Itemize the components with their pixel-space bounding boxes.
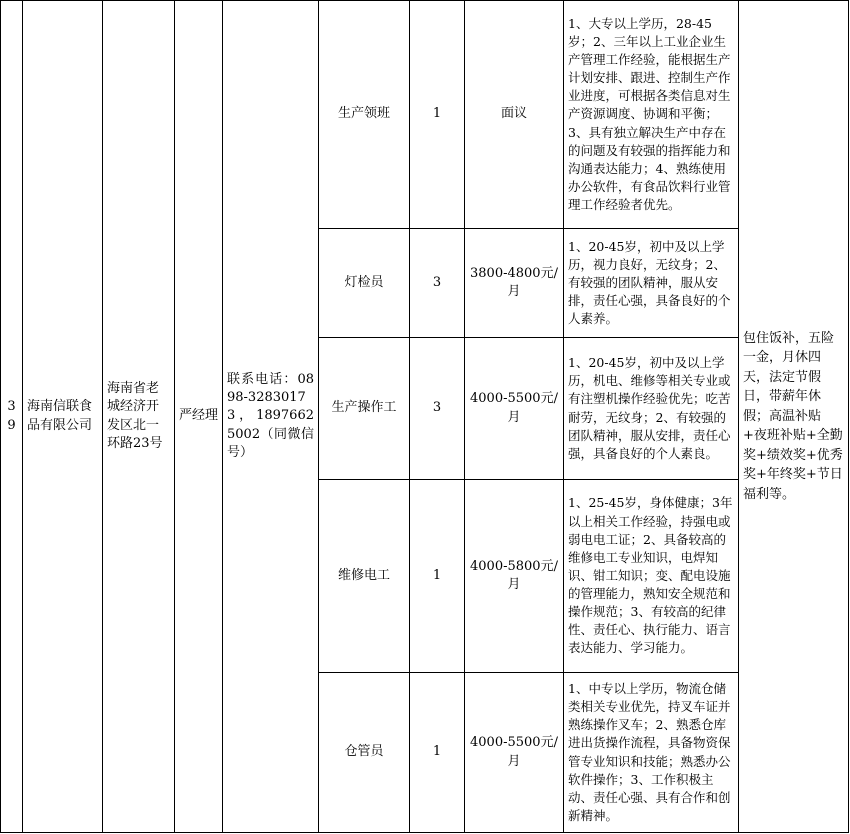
table-row (1, 1, 849, 229)
position-salary-cell: 3800-4800元/月 (465, 229, 564, 338)
record-index-cell: 39 (1, 1, 23, 833)
contact-person-cell: 严经理 (175, 1, 223, 833)
benefits-cell: 包住饭补，五险一金，月休四天，法定节假日，带薪年休假；高温补贴+夜班补贴+全勤奖+绩效奖+优秀奖+年终奖+节日福利等。 (739, 1, 849, 833)
position-title-cell: 生产操作工 (319, 338, 410, 480)
position-requirements-cell: 1、25-45岁，身体健康；3年以上相关工作经验，持强电或弱电电工证；2、具备较高的维修电工专业知识，电焊知识、钳工知识；变、配电设施的管理能力，熟知安全规范和操作规范；3、有较高的纪律性、责任心、执行能力、语言表达能力、学习能力。 (564, 480, 739, 673)
position-title-cell: 灯检员 (319, 229, 410, 338)
company-name-cell: 海南信联食品有限公司 (23, 1, 103, 833)
position-requirements-cell: 1、大专以上学历，28-45岁；2、三年以上工业企业生产管理工作经验，能根据生产计划安排、跟进、控制生产作业进度，可根据各类信息对生产资源调度、协调和平衡；3、具有独立解决生产中存在的问题及有较强的指挥能力和沟通表达能力；4、熟练使用办公软件，有食品饮料行业管理工作经验者优先。 (564, 1, 739, 229)
position-salary-cell: 面议 (465, 1, 564, 229)
position-count-cell: 1 (410, 480, 465, 673)
position-count-cell: 1 (410, 673, 465, 833)
position-salary-cell: 4000-5500元/月 (465, 673, 564, 833)
position-salary-cell: 4000-5500元/月 (465, 338, 564, 480)
position-count-cell: 1 (410, 1, 465, 229)
position-title-cell: 维修电工 (319, 480, 410, 673)
position-count-cell: 3 (410, 229, 465, 338)
position-salary-cell: 4000-5800元/月 (465, 480, 564, 673)
position-title-cell: 仓管员 (319, 673, 410, 833)
position-title-cell: 生产领班 (319, 1, 410, 229)
position-requirements-cell: 1、20-45岁，初中及以上学历，机电、维修等相关专业或有注塑机操作经验优先；吃苦耐劳，无纹身；2、有较强的团队精神，服从安排，责任心强，具备良好的个人素良。 (564, 338, 739, 480)
position-count-cell: 3 (410, 338, 465, 480)
company-address-cell: 海南省老城经济开发区北一环路23号 (103, 1, 175, 833)
position-requirements-cell: 1、20-45岁，初中及以上学历，视力良好，无纹身；2、有较强的团队精神，服从安排，责任心强，具备良好的个人素养。 (564, 229, 739, 338)
contact-info-cell: 联系电话：0898-32830173，18976625002（同微信号） (223, 1, 319, 833)
position-requirements-cell: 1、中专以上学历，物流仓储类相关专业优先，持叉车证并熟练操作叉车；2、熟悉仓库进出货操作流程，具备物资保管专业知识和技能；熟悉办公软件操作；3、工作积极主动、责任心强、具有合作和创新精神。 (564, 673, 739, 833)
